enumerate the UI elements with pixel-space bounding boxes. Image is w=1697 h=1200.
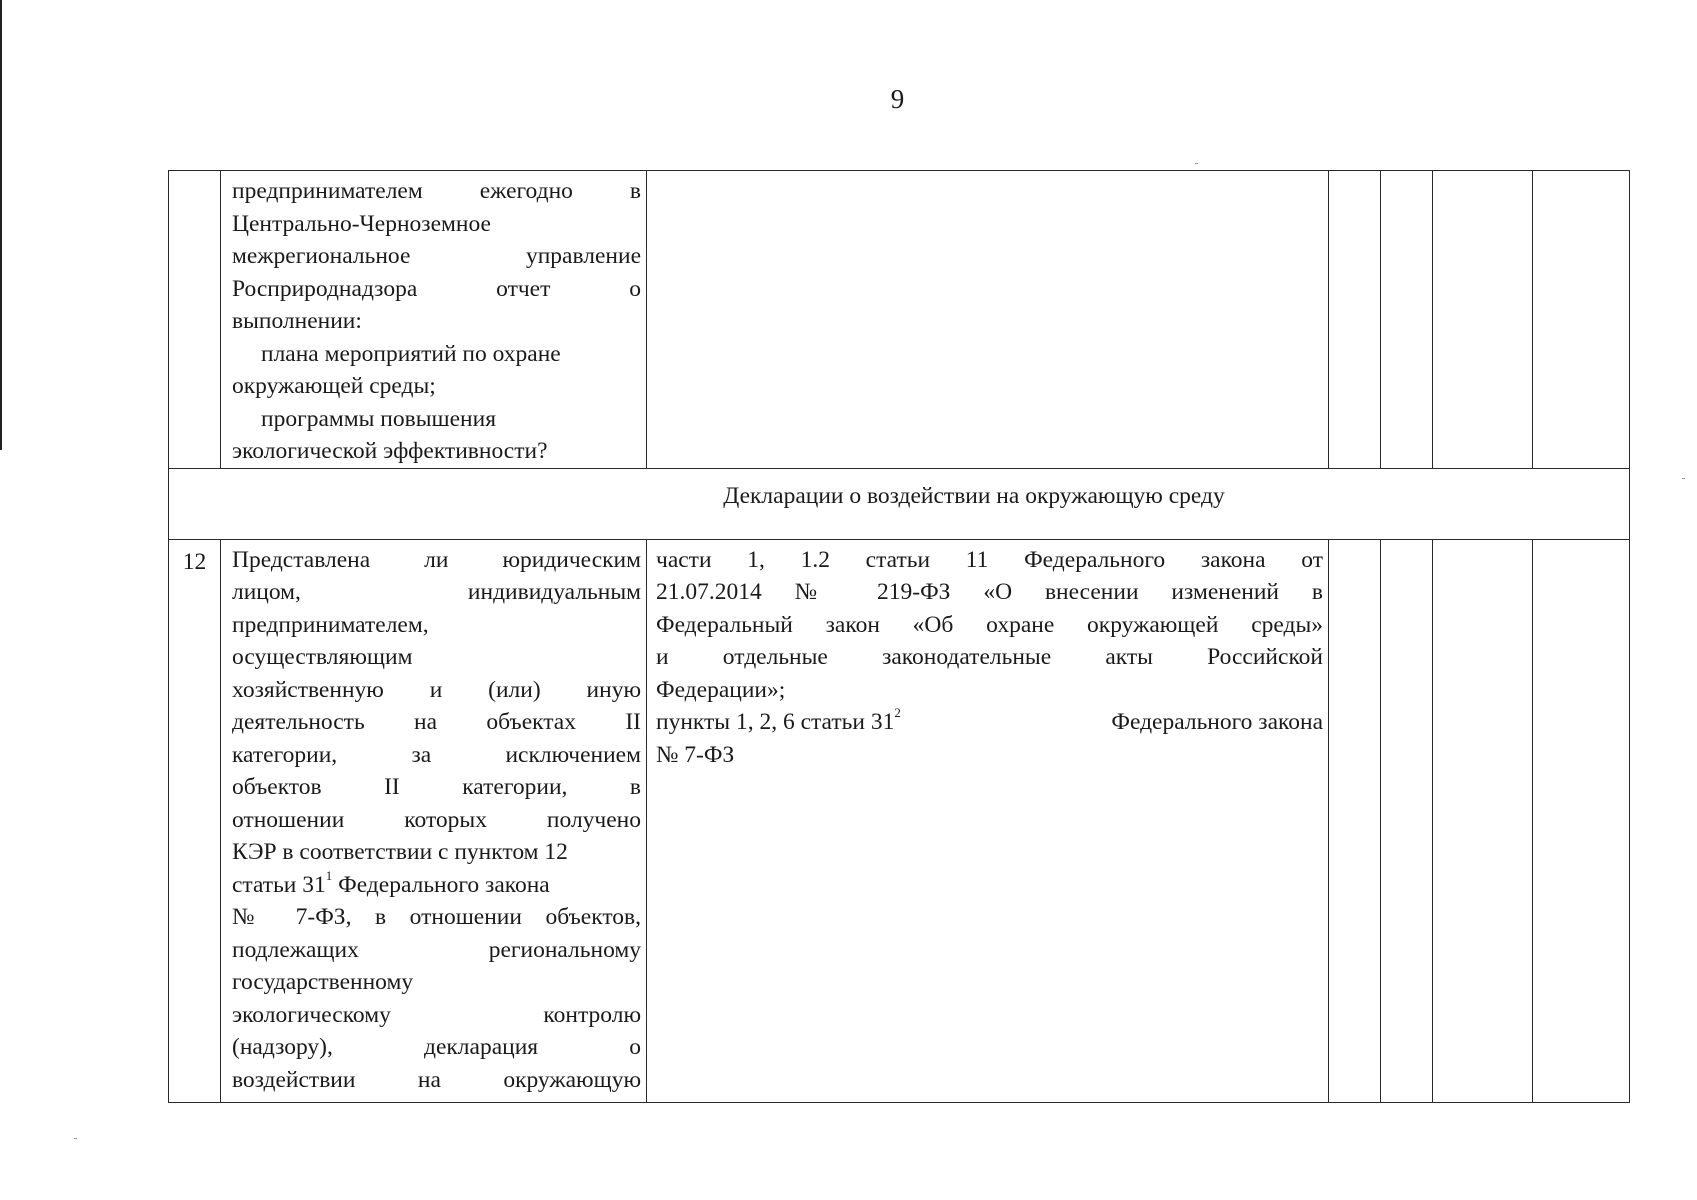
answer-na-cell [1433, 539, 1533, 1102]
checklist-table [168, 170, 1630, 1103]
question-line: лицом, индивидуальным [232, 579, 641, 605]
scan-speck [74, 1138, 77, 1139]
superscript: 1 [325, 867, 333, 883]
question-line: межрегиональное управление [232, 243, 641, 269]
question-line: программы повышения [261, 405, 496, 432]
answer-no-cell [1381, 539, 1433, 1102]
table-section-row [169, 468, 1630, 539]
scan-speck [1195, 163, 1198, 164]
reference-line: Федеральный закон «Об охране окружающей среды» [656, 611, 1323, 638]
answer-yes-cell [1329, 171, 1381, 469]
row-number-cell [169, 171, 221, 469]
question-line: государственному [232, 969, 414, 995]
question-line: экологическому контролю [232, 1001, 641, 1028]
notes-cell [1533, 171, 1630, 469]
question-line: окружающей среды; [232, 373, 436, 399]
answer-no-cell [1381, 171, 1433, 469]
question-line: (надзору), декларация о [232, 1034, 641, 1060]
question-line: хозяйственную и (или) иную [232, 676, 641, 703]
question-line: КЭР в соответствии с пунктом 12 [232, 839, 568, 865]
question-line: Представлена ли юридическим [232, 546, 641, 573]
question-line: Росприроднадзора отчет о [232, 275, 641, 302]
answer-yes-cell [1329, 539, 1381, 1102]
question-line-with-superscript [232, 869, 641, 902]
reference-line: Федерации»; [656, 676, 786, 703]
reference-cell [647, 539, 1329, 1102]
superscript: 2 [894, 705, 901, 721]
row-number-cell: 12 [169, 539, 221, 1102]
reference-line-part [656, 706, 901, 739]
reference-line: и отдельные законодательные акты Российской [656, 644, 1323, 670]
reference-line-with-superscript [656, 706, 1323, 739]
question-line: деятельность на объектах II [232, 709, 641, 735]
section-header: Декларации о воздействии на окружающую среду [169, 468, 1630, 539]
notes-cell [1533, 539, 1630, 1102]
question-line: категории, за исключением [232, 741, 641, 768]
reference-line: части 1, 1.2 статьи 11 Федерального закона от [656, 546, 1323, 573]
answer-na-cell [1433, 171, 1533, 469]
table-row-continuation [169, 171, 1630, 469]
page-number: 9 [890, 84, 905, 114]
reference-line-part: Федерального закона [1111, 709, 1323, 735]
question-line: предпринимателем ежегодно в [232, 178, 641, 204]
reference-text: пункты 1, 2, 6 статьи 31 [656, 709, 895, 735]
question-line: осуществляющим [232, 644, 413, 670]
scan-speck [1682, 478, 1685, 479]
question-line-part: статьи 31 [232, 871, 326, 898]
question-line: объектов II категории, в [232, 774, 641, 800]
reference-cell [647, 171, 1329, 469]
question-cell [221, 539, 647, 1102]
reference-line: 21.07.2014 № 219-ФЗ «О внесении изменений в [656, 579, 1323, 605]
question-line: воздействии на окружающую [232, 1066, 641, 1093]
question-line: отношении которых получено [232, 806, 641, 833]
question-line: подлежащих региональному [232, 936, 641, 963]
question-line: экологической эффективности? [232, 438, 548, 464]
scan-edge-mark [0, 0, 2, 450]
question-line-part: Федерального закона [332, 871, 550, 898]
question-line: выполнении: [232, 308, 362, 334]
reference-line: № 7-ФЗ [656, 741, 735, 768]
table-row-12 [169, 539, 1630, 1102]
question-line: № 7-ФЗ, в отношении объектов, [232, 904, 641, 930]
question-cell [221, 171, 647, 469]
question-line: плана мероприятий по охране [261, 340, 561, 367]
question-line: предпринимателем, [232, 611, 429, 638]
question-line: Центрально-Черноземное [232, 210, 491, 237]
